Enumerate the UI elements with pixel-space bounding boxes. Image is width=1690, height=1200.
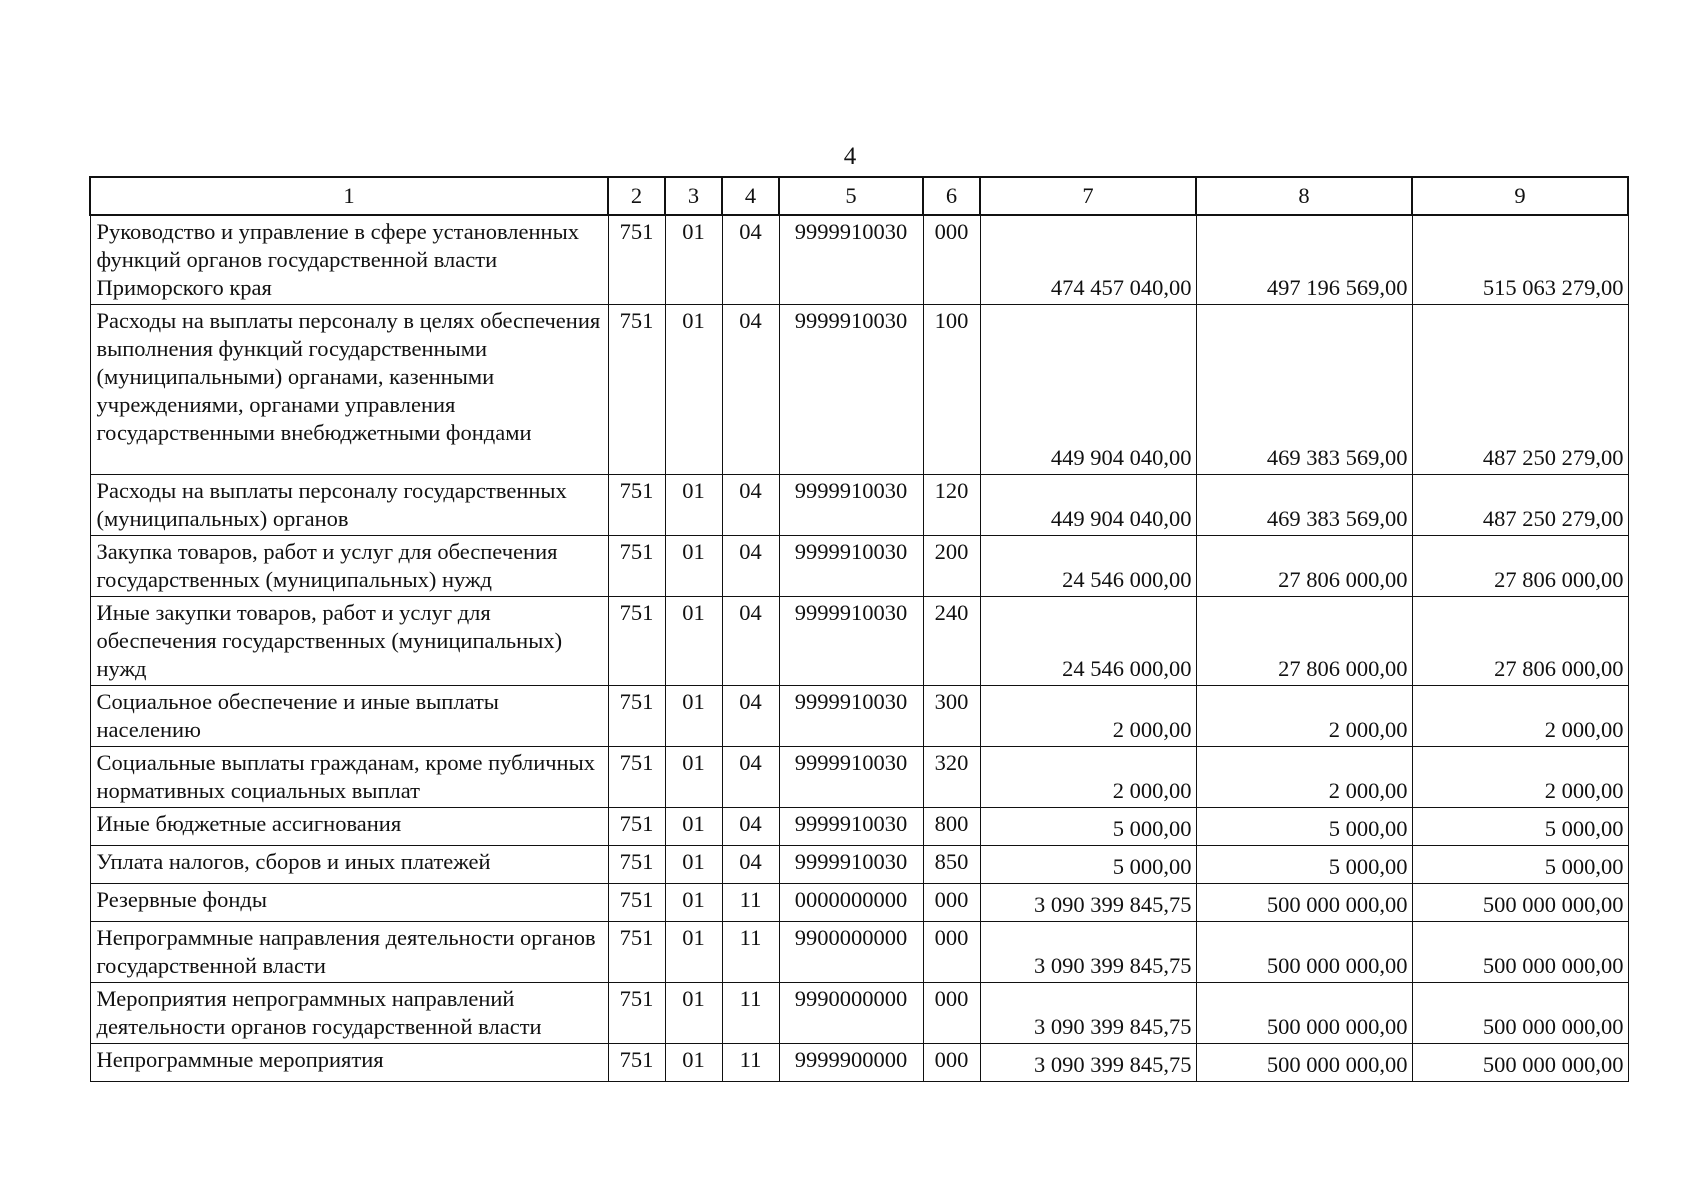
cell-col4: 04 [722,597,779,686]
row-name: Социальные выплаты гражданам, кроме публичных нормативных социальных выплат [90,747,608,808]
cell-col4: 04 [722,846,779,884]
row-name: Закупка товаров, работ и услуг для обеспечения государственных (муниципальных) нужд [90,536,608,597]
cell-col9: 5 000,00 [1412,808,1628,846]
cell-col5: 9999910030 [779,686,923,747]
cell-col2: 751 [608,686,665,747]
cell-col5: 9999910030 [779,215,923,305]
cell-col9: 5 000,00 [1412,846,1628,884]
table-row [90,922,1628,983]
cell-col8: 497 196 569,00 [1196,215,1412,305]
table-row [90,884,1628,922]
cell-col2: 751 [608,747,665,808]
cell-col2: 751 [608,808,665,846]
cell-col5: 9999910030 [779,536,923,597]
cell-col4: 04 [722,536,779,597]
cell-col6: 800 [923,808,980,846]
cell-col4: 04 [722,305,779,475]
row-name: Расходы на выплаты персоналу в целях обеспечения выполнения функций государственными (муниципальными) органами, казенными учреждениями, органами управления государственными внебюджетными фондами [90,305,608,475]
cell-col2: 751 [608,846,665,884]
cell-col4: 04 [722,475,779,536]
cell-col6: 100 [923,305,980,475]
cell-col9: 27 806 000,00 [1412,597,1628,686]
cell-col7: 5 000,00 [980,808,1196,846]
cell-col4: 04 [722,215,779,305]
cell-col3: 01 [665,305,722,475]
cell-col5: 9999910030 [779,305,923,475]
cell-col8: 2 000,00 [1196,747,1412,808]
cell-col9: 2 000,00 [1412,747,1628,808]
cell-col2: 751 [608,597,665,686]
cell-col2: 751 [608,475,665,536]
cell-col9: 2 000,00 [1412,686,1628,747]
cell-col3: 01 [665,747,722,808]
cell-col5: 9999910030 [779,846,923,884]
table-row [90,846,1628,884]
page-number: 4 [843,143,857,170]
table-row [90,305,1628,475]
cell-col7: 3 090 399 845,75 [980,983,1196,1044]
cell-col7: 449 904 040,00 [980,305,1196,475]
row-name: Социальное обеспечение и иные выплаты населению [90,686,608,747]
row-name: Иные закупки товаров, работ и услуг для обеспечения государственных (муниципальных) нужд [90,597,608,686]
row-name: Непрограммные направления деятельности органов государственной власти [90,922,608,983]
cell-col4: 11 [722,884,779,922]
table-row [90,475,1628,536]
cell-col5: 9999910030 [779,475,923,536]
cell-col8: 27 806 000,00 [1196,597,1412,686]
cell-col4: 04 [722,686,779,747]
cell-col7: 5 000,00 [980,846,1196,884]
cell-col5: 9999910030 [779,597,923,686]
table-row [90,808,1628,846]
cell-col2: 751 [608,305,665,475]
cell-col9: 500 000 000,00 [1412,983,1628,1044]
row-name: Расходы на выплаты персоналу государственных (муниципальных) органов [90,475,608,536]
cell-col8: 469 383 569,00 [1196,475,1412,536]
cell-col8: 469 383 569,00 [1196,305,1412,475]
table-header-row [90,177,1628,215]
row-name: Руководство и управление в сфере установленных функций органов государственной власти Приморского края [90,215,608,305]
cell-col5: 9999910030 [779,747,923,808]
cell-col5: 9990000000 [779,983,923,1044]
cell-col7: 474 457 040,00 [980,215,1196,305]
cell-col3: 01 [665,475,722,536]
table-row [90,215,1628,305]
cell-col9: 487 250 279,00 [1412,475,1628,536]
cell-col6: 120 [923,475,980,536]
cell-col9: 515 063 279,00 [1412,215,1628,305]
cell-col4: 11 [722,1044,779,1082]
column-header: 7 [980,177,1196,215]
cell-col6: 000 [923,983,980,1044]
cell-col6: 300 [923,686,980,747]
cell-col2: 751 [608,1044,665,1082]
cell-col6: 000 [923,1044,980,1082]
cell-col7: 24 546 000,00 [980,536,1196,597]
column-header: 6 [923,177,980,215]
cell-col6: 240 [923,597,980,686]
cell-col3: 01 [665,808,722,846]
cell-col4: 11 [722,983,779,1044]
cell-col5: 9900000000 [779,922,923,983]
cell-col9: 487 250 279,00 [1412,305,1628,475]
cell-col3: 01 [665,983,722,1044]
cell-col2: 751 [608,983,665,1044]
cell-col9: 500 000 000,00 [1412,884,1628,922]
cell-col8: 2 000,00 [1196,686,1412,747]
column-header: 8 [1196,177,1412,215]
cell-col6: 000 [923,215,980,305]
cell-col8: 500 000 000,00 [1196,983,1412,1044]
column-header: 9 [1412,177,1628,215]
row-name: Непрограммные мероприятия [90,1044,608,1082]
cell-col8: 500 000 000,00 [1196,922,1412,983]
cell-col5: 9999900000 [779,1044,923,1082]
column-header: 2 [608,177,665,215]
cell-col3: 01 [665,536,722,597]
row-name: Мероприятия непрограммных направлений деятельности органов государственной власти [90,983,608,1044]
cell-col4: 11 [722,922,779,983]
cell-col8: 27 806 000,00 [1196,536,1412,597]
cell-col9: 27 806 000,00 [1412,536,1628,597]
cell-col8: 5 000,00 [1196,846,1412,884]
cell-col6: 850 [923,846,980,884]
cell-col3: 01 [665,884,722,922]
column-header: 4 [722,177,779,215]
table-row [90,1044,1628,1082]
cell-col2: 751 [608,884,665,922]
cell-col5: 9999910030 [779,808,923,846]
cell-col8: 500 000 000,00 [1196,884,1412,922]
cell-col5: 0000000000 [779,884,923,922]
budget-table [89,176,1629,1082]
cell-col9: 500 000 000,00 [1412,1044,1628,1082]
cell-col6: 000 [923,884,980,922]
cell-col8: 5 000,00 [1196,808,1412,846]
cell-col8: 500 000 000,00 [1196,1044,1412,1082]
column-header: 3 [665,177,722,215]
cell-col2: 751 [608,922,665,983]
cell-col4: 04 [722,747,779,808]
cell-col3: 01 [665,922,722,983]
table-row [90,983,1628,1044]
cell-col7: 3 090 399 845,75 [980,884,1196,922]
cell-col3: 01 [665,215,722,305]
cell-col7: 2 000,00 [980,686,1196,747]
cell-col7: 2 000,00 [980,747,1196,808]
cell-col7: 449 904 040,00 [980,475,1196,536]
row-name: Резервные фонды [90,884,608,922]
cell-col6: 200 [923,536,980,597]
cell-col2: 751 [608,536,665,597]
cell-col3: 01 [665,686,722,747]
table-row [90,536,1628,597]
cell-col3: 01 [665,597,722,686]
column-header: 1 [90,177,608,215]
cell-col7: 3 090 399 845,75 [980,922,1196,983]
cell-col3: 01 [665,1044,722,1082]
row-name: Иные бюджетные ассигнования [90,808,608,846]
cell-col3: 01 [665,846,722,884]
table-row [90,686,1628,747]
table-row [90,597,1628,686]
cell-col6: 320 [923,747,980,808]
cell-col7: 24 546 000,00 [980,597,1196,686]
row-name: Уплата налогов, сборов и иных платежей [90,846,608,884]
cell-col9: 500 000 000,00 [1412,922,1628,983]
cell-col7: 3 090 399 845,75 [980,1044,1196,1082]
column-header: 5 [779,177,923,215]
cell-col6: 000 [923,922,980,983]
cell-col4: 04 [722,808,779,846]
table-row [90,747,1628,808]
cell-col2: 751 [608,215,665,305]
